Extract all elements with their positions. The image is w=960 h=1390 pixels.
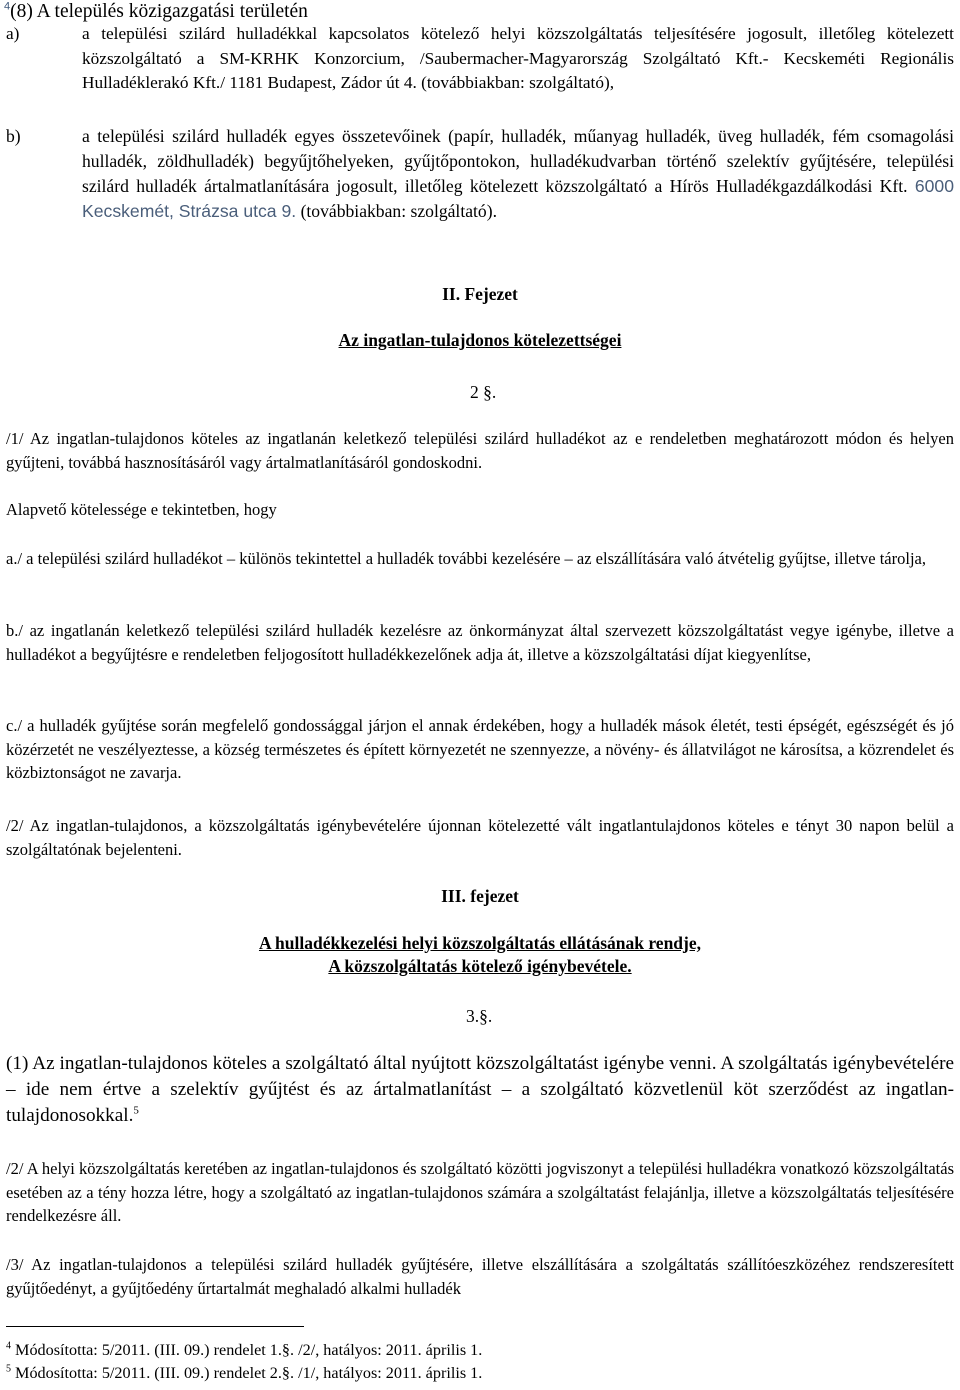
section-number: 3.§. xyxy=(466,1006,493,1026)
section-number: 2 §. xyxy=(470,382,497,402)
list-marker: a) xyxy=(6,24,20,43)
list-item-b xyxy=(6,124,954,224)
chapter-title: III. fejezet xyxy=(441,886,519,906)
list-item-text: a települési szilárd hulladékkal kapcsolatos kötelező helyi közszolgáltatás teljesítésére jogosult, illetőleg kötelezett közszolgáltató a SM-KRHK Konzorcium, /Saubermacher-Magyarország Szolgáltató Kft.- Kecskeméti Regionális Hulladéklerakó Kft./ 1181 Budapest, Zádor út 4. (továbbiakban: szolgáltató), xyxy=(82,24,954,92)
paragraph: b./ az ingatlanán keletkező települési szilárd hulladék kezelésre az önkormányzat által szervezett közszolgáltatást vegye igénybe, illetve a hulladékot a begyűjtésre e rendeletben feljogosított hulladékkezelőnek adja át, illetve a közszolgáltatási díjat kiegyenlítse, xyxy=(6,621,954,664)
footnote: $^5$ Módosította: 5/2011. (III. 09.) rendelet 2.§. /1/, hatályos: 2011. április 1. xyxy=(6,1363,483,1382)
section-heading: $^4$(8) A település közigazgatási területén xyxy=(4,0,308,22)
paragraph: Alapvető kötelessége e tekintetben, hogy xyxy=(6,500,277,519)
chapter-subtitle: A hulladékkezelési helyi közszolgáltatás ellátásának rendje, xyxy=(258,933,702,953)
footnote-number: 4 xyxy=(6,1340,11,1352)
paragraph: a./ a települési szilárd hulladékot – különös tekintettel a hulladék további kezelésére – az elszállítására való átvételig gyűjtse, illetve tárolja, xyxy=(6,549,926,568)
chapter-subtitle: Az ingatlan-tulajdonos kötelezettségei xyxy=(338,330,622,350)
paragraph: /2/ Az ingatlan-tulajdonos, a közszolgáltatás igénybevételére újonnan kötelezetté vált ingatlantulajdonos köteles e tényt 30 napon belül a szolgáltatónak bejelenteni. xyxy=(6,816,954,859)
paragraph: /3/ Az ingatlan-tulajdonos a települési szilárd hulladék gyűjtésére, illetve elszállítására a szolgáltatás szállítóeszközéhez rendszeresített gyűjtőedényt, a gyűjtőedény űrtartalmát meghaladó alkalmi hulladék xyxy=(6,1255,954,1298)
footnote-marker: 4 xyxy=(4,0,11,13)
list-item-text: a települési szilárd hulladék egyes összetevőinek (papír, hulladék, műanyag hulladék, üveg hulladék, fém csomagolási hulladék, zöldhulladék) begyűjtőhelyeken, gyűjtőpontokon, hulladékudvarban történő szelektív gyűjtésére, települési szilárd hulladék ártalmatlanítására jogosult, illetőleg kötelezett közszolgáltató a Hírös Hulladékgazdálkodási Kft. 6000 Kecskemét, Strázsa utca 9. (továbbiakban: szolgáltató). xyxy=(82,126,954,221)
footnote-number: 5 xyxy=(6,1363,11,1375)
paragraph: c./ a hulladék gyűjtése során megfelelő gondossággal járjon el annak érdekében, hogy a hulladék mások életét, testi épségét, egészségét és jó közérzetét ne veszélyeztesse, a község természetes és épített környezetét ne szennyezze, a növény- és állatvilágot ne károsítsa, a közrendelet és közbiztonságot ne zavarja. xyxy=(6,716,954,782)
paragraph: /2/ A helyi közszolgáltatás keretében az ingatlan-tulajdonos és szolgáltató közötti jogviszonyt a települési hulladékra vonatkozó közszolgáltatás esetében az a tény hozza létre, hogy a szolgáltató az ingatlan-tulajdonos számára a szolgáltatást felajánlja, illetve a közszolgáltatás teljesítésére rendelkezésre áll. xyxy=(6,1159,954,1225)
paragraph: (1) Az ingatlan-tulajdonos köteles a szolgáltató által nyújtott közszolgáltatást igénybe venni. A szolgáltatás igénybevételére – ide nem értve a szelektív gyűjtést és az ártalmatlanítást – a szolgáltató közvetlenül köt szerződést az ingatlan-tulajdonosokkal.$^5$ xyxy=(6,1053,954,1126)
footnote: $^4$ Módosította: 5/2011. (III. 09.) rendelet 1.§. /2/, hatályos: 2011. április 1. xyxy=(6,1340,483,1359)
list-marker: b) xyxy=(6,126,21,146)
provider-address: 6000 Kecskemét, Strázsa utca 9. xyxy=(82,176,954,221)
chapter-subtitle: A közszolgáltatás kötelező igénybevétele. xyxy=(328,956,632,976)
footnote-divider xyxy=(6,1326,304,1327)
paragraph: /1/ Az ingatlan-tulajdonos köteles az ingatlanán keletkező települési szilárd hulladékot az e rendeletben meghatározott módon és helyen gyűjteni, továbbá hasznosításáról vagy ártalmatlanításáról gondoskodni. xyxy=(6,429,954,472)
footnote-marker: 5 xyxy=(133,1104,139,1117)
chapter-title: II. Fejezet xyxy=(442,284,518,304)
list-item-a xyxy=(6,22,954,96)
